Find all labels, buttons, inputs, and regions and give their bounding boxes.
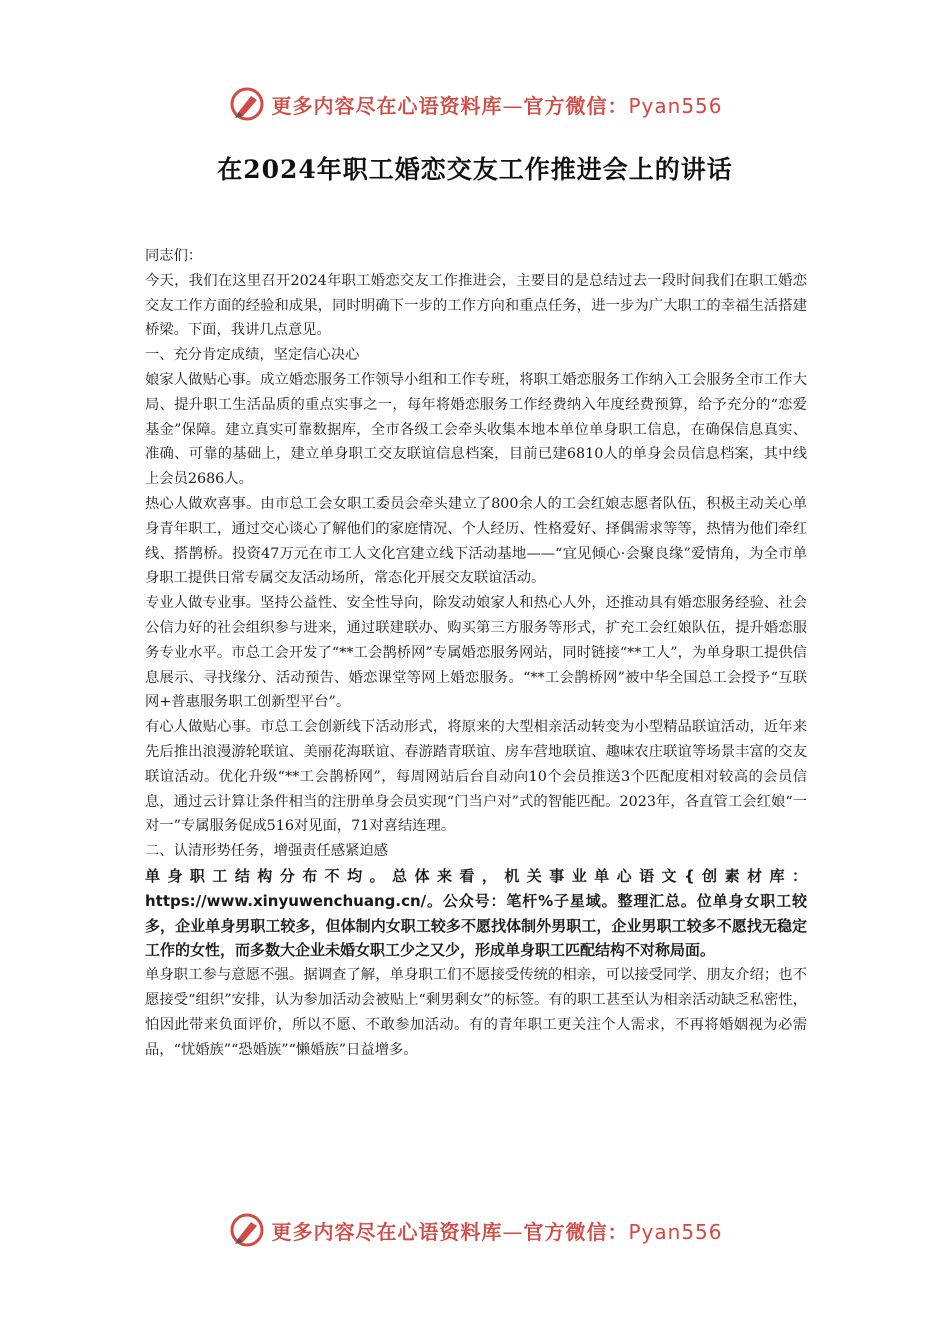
body-paragraph: 有心人做贴心事。市总工会创新线下活动形式，将原来的大型相亲活动转变为小型精品联谊活动，近年来先后推出浪漫游轮联谊、美丽花海联谊、春游踏青联谊、房车营地联谊、趣味农庄联谊等场景丰富的交友联谊活动。优化升级“**工会鹊桥网”，每周网站后台自动向10个会员推送3个匹配度相对较高的会员信息，通过云计算让条件相当的注册单身会员实现“门当户对”式的智能匹配。2023年，各直管工会红娘“一对一”专属服务促成516对见面，71对喜结连理。 [145,719,807,835]
banner-account-label: 官方微信： [523,93,629,118]
document-body [145,244,807,1062]
section-heading: 二、认清形势任务，增强责任感紧迫感 [145,843,389,860]
body-paragraph: 热心人做欢喜事。由市总工会女职工委员会牵头建立了800余人的工会红娘志愿者队伍，积极主动关心单身青年职工，通过交心谈心了解他们的家庭情况、个人经历、性格爱好、择偶需求等等，热情为他们牵红线、搭鹊桥。投资47万元在市工人文化宫建立线下活动基地——“宜见倾心·会聚良缘”爱情角，为全市单身职工提供日常专属交友活动场所，常态化开展交友联谊活动。 [145,495,807,587]
body-paragraph-bold: 单身职工结构分布不均。总体来看，机关事业单心语文{创素材库：https://www.xinyuwenchuang.cn/。公众号：笔杆%子星域。整理汇总。位单身女职工较多，企业单身男职工较多，但体制内女职工较多不愿找体制外男职工，企业男职工较多不愿找无稳定工作的女性，而多数大企业未婚女职工少之又少，形成单身职工匹配结构不对称局面。 [145,866,807,960]
banner-separator: — [502,93,524,118]
body-paragraph: 娘家人做贴心事。成立婚恋服务工作领导小组和工作专班，将职工婚恋服务工作纳入工会服务全市工作大局、提升职工生活品质的重点实事之一，每年将婚恋服务工作经费纳入年度经费预算，给予充分的“恋爱基金”保障。建立真实可靠数据库，全市各级工会牵头收集本地本单位单身职工信息，在确保信息真实、准确、可靠的基础上，建立单身职工交友联谊信息档案，目前已建6810人的单身会员信息档案，其中线上会员2686人。 [145,371,807,488]
section-heading: 一、充分肯定成绩，坚定信心决心 [145,347,360,364]
document-title: 在2024年职工婚恋交友工作推进会上的讲话 [217,155,733,184]
salutation: 同志们： [145,248,203,264]
banner-slogan: 更多内容尽在心语资料库 [271,1219,503,1244]
banner-slogan: 更多内容尽在心语资料库 [271,93,503,118]
banner-account-id: Pyan556 [628,1219,723,1244]
banner-account-label: 官方微信： [523,1219,629,1244]
header-banner [0,82,950,126]
body-paragraph: 单身职工参与意愿不强。据调查了解，单身职工们不愿接受传统的相亲，可以接受同学、朋友介绍；也不愿接受“组织”安排，认为参加活动会被贴上“剩男剩女”的标签。有的职工甚至认为相亲活动缺乏私密性，怕因此带来负面评价，所以不愿、不敢参加活动。有的青年职工更关注个人需求，不再将婚姻视为必需品，“忧婚族”“恐婚族”“懒婚族”日益增多。 [145,967,807,1058]
body-paragraph: 今天，我们在这里召开2024年职工婚恋交友工作推进会，主要目的是总结过去一段时间我们在职工婚恋交友工作方面的经验和成果，同时明确下一步的工作方向和重点任务，进一步为广大职工的幸福生活搭建桥梁。下面，我讲几点意见。 [145,272,807,339]
footer-banner [0,1208,950,1252]
pen-nib-logo-icon [227,84,267,124]
pen-nib-logo-icon [227,1210,267,1250]
banner-separator: — [502,1219,524,1244]
body-paragraph: 专业人做专业事。坚持公益性、安全性导向，除发动娘家人和热心人外，还推动具有婚恋服务经验、社会公信力好的社会组织参与进来，通过联建联办、购买第三方服务等形式，扩充工会红娘队伍，提升婚恋服务专业水平。市总工会开发了“**工会鹊桥网”专属婚恋服务网站，同时链接“**工人”，为单身职工提供信息展示、寻找缘分、活动预告、婚恋课堂等网上婚恋服务。“**工会鹊桥网”被中华全国总工会授予“互联网+普惠服务职工创新型平台”。 [145,595,807,711]
banner-account-id: Pyan556 [628,93,723,118]
